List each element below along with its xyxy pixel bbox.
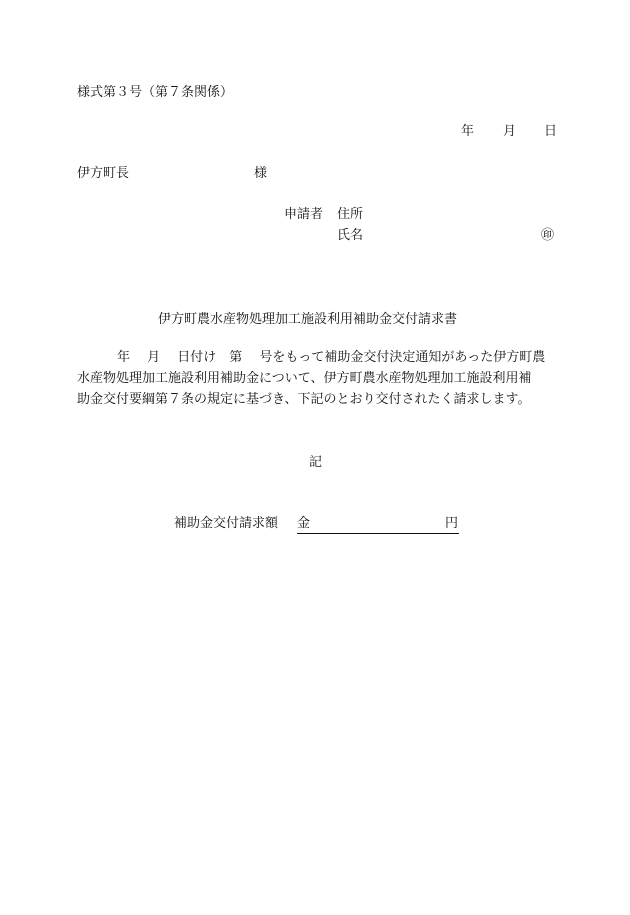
addressee-honorific: 様: [254, 166, 268, 181]
amount-prefix: 金: [297, 516, 311, 531]
date-month-label: 月: [503, 124, 517, 139]
amount-field: [297, 517, 459, 534]
seal-icon: ㊞: [541, 228, 555, 243]
name-label: 氏名: [337, 228, 364, 243]
body-line-3: 助金交付要綱第７条の規定に基づき、下記のとおり交付されたく請求します。: [77, 392, 531, 407]
address-label: 住所: [337, 207, 364, 222]
document-title: 伊方町農水産物処理加工施設利用補助金交付請求書: [158, 312, 458, 327]
date-day-label: 日: [544, 124, 558, 139]
date-line: [461, 124, 558, 177]
amount-suffix: 円: [444, 516, 458, 531]
form-number: 様式第３号（第７条関係）: [77, 85, 234, 100]
body-line-2: 水産物処理加工施設利用補助金について、伊方町農水産物処理加工施設利用補: [77, 371, 532, 386]
addressee-name: 伊方町長: [77, 166, 130, 181]
amount-label: 補助金交付請求額: [174, 516, 279, 531]
date-year-label: 年: [461, 124, 475, 139]
body-line-1: 年 月 日付け 第 号をもって補助金交付決定通知があった伊方町農: [117, 350, 546, 365]
applicant-label: 申請者: [284, 207, 324, 222]
ki-heading: 記: [309, 455, 323, 470]
